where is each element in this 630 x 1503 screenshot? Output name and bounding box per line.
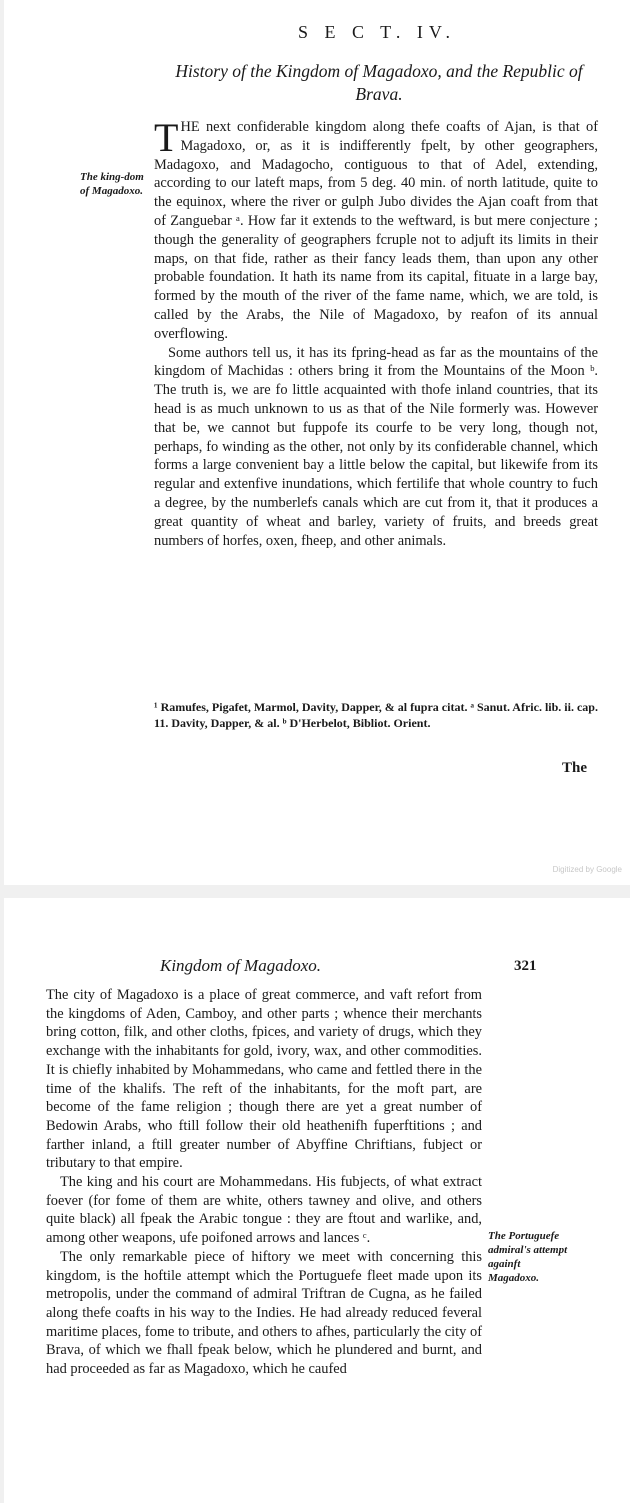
paragraph: The city of Magadoxo is a place of great commerce, and vaft refort from the kingdoms of Aden, Camboy, and other parts ; whence their merchants bring cotton, filk, and other cloths, fpices, and variety of drugs, which they exchange with the inhabitants for gold, ivory, wax, and other commodities. It is chiefly inhabited by Mohammedans, who came and fettled there in the time of the khalifs. The reft of the inhabitants, for the moft part, are become of the fame religion ; though there are yet a great number of Bedowin Arabs, who ftill follow their old heathenifh fuperftitions ; and farther inland, a ftill greater number of Abyffine Chriftians, fubject or tributary to that empire. <box>46 987 482 1172</box>
chapter-title: History of the Kingdom of Magadoxo, and the Republic of Brava. <box>175 61 583 104</box>
page-lower <box>4 898 630 1503</box>
running-head: Kingdom of Magadoxo. <box>160 956 322 975</box>
paragraph-text: HE next confiderable kingdom along thefe coafts of Ajan, is that of Magadoxo, or, as it is indifferently fpelt, by other geographers, Madagoxo, and Madagocho, contiguous to that of Adel, extending, according to our lateft maps, from 5 deg. 40 min. of north latitude, quite to the equinox, where the river or gulph Jubo divides the Ajan coaft from that of Zanguebar ᵃ. How far it extends to the weftward, is but mere conjecture ; though the generality of geographers fcruple not to adjuft its limits in their maps, on that fide, rather as their fancy leads them, than upon any other probable foundation. It hath its name from its capital, fituate in a large bay, formed by the mouth of the river of the fame name, which, we are told, is called by the Arabs, the Nile of Magadoxo, by reafon of its annual overflowing. <box>154 119 598 342</box>
page-upper <box>4 0 630 885</box>
paragraph <box>154 115 598 344</box>
margin-note: The king-dom of Magadoxo. <box>80 171 144 197</box>
footnote: ¹ Ramufes, Pigafet, Marmol, Davity, Dapper, & al fupra citat. ᵃ Sanut. Afric. lib. ii. cap. 11. Davity, Dapper, & al. ᵇ D'Herbelot, Bibliot. Orient. <box>154 700 598 730</box>
drop-cap: T <box>154 115 179 160</box>
paragraph: The king and his court are Mohammedans. His fubjects, of what extract foever (for fome of them are white, others tawney and olive, and others quite black) all fpeak the Arabic tongue : they are ftout and warlike, and, among other weapons, ufe poifoned arrows and lances ᶜ. <box>46 1174 482 1247</box>
catchword: The <box>562 760 588 776</box>
margin-note: The Portuguefe admiral's attempt againft Magadoxo. <box>488 1230 568 1284</box>
page-number: 321 <box>514 958 537 974</box>
digitized-watermark: Digitized by Google <box>552 865 622 874</box>
body-text <box>46 986 482 1379</box>
section-heading: S E C T. IV. <box>298 22 457 42</box>
footnotes <box>154 700 598 731</box>
body-text <box>154 115 598 550</box>
paragraph: Some authors tell us, it has its fpring-head as far as the mountains of the kingdom of Machidas : others bring it from the Mountains of the Moon ᵇ. The truth is, we are fo little acquainted with thofe inland countries, that its head is as much unknown to us as that of the Nile formerly was. However that be, we cannot but fuppofe its courfe to be very long, though not, perhaps, fo winding as the other, not only by its confiderable channel, which forms a large convenient bay a little below the capital, but likewife from its regular and extenfive inundations, which fertilife that whole country to fuch a degree, by the numberlefs canals which are cut from it, that it produces a great quantity of wheat and barley, variety of fruits, and breeds great numbers of horfes, oxen, fheep, and other animals. <box>154 344 598 549</box>
paragraph: The only remarkable piece of hiftory we meet with concerning this kingdom, is the hoftile attempt which the Portuguefe fleet made upon its metropolis, under the command of admiral Triftran de Cugna, as he failed along thefe coafts in his way to the Indies. He had already reduced feveral maritime places, fome to tribute, and others to afhes, particularly the city of Brava, of which we fhall fpeak below, which he plundered and burnt, and had proceeded as far as Magadoxo, which he caufed <box>46 1248 482 1378</box>
